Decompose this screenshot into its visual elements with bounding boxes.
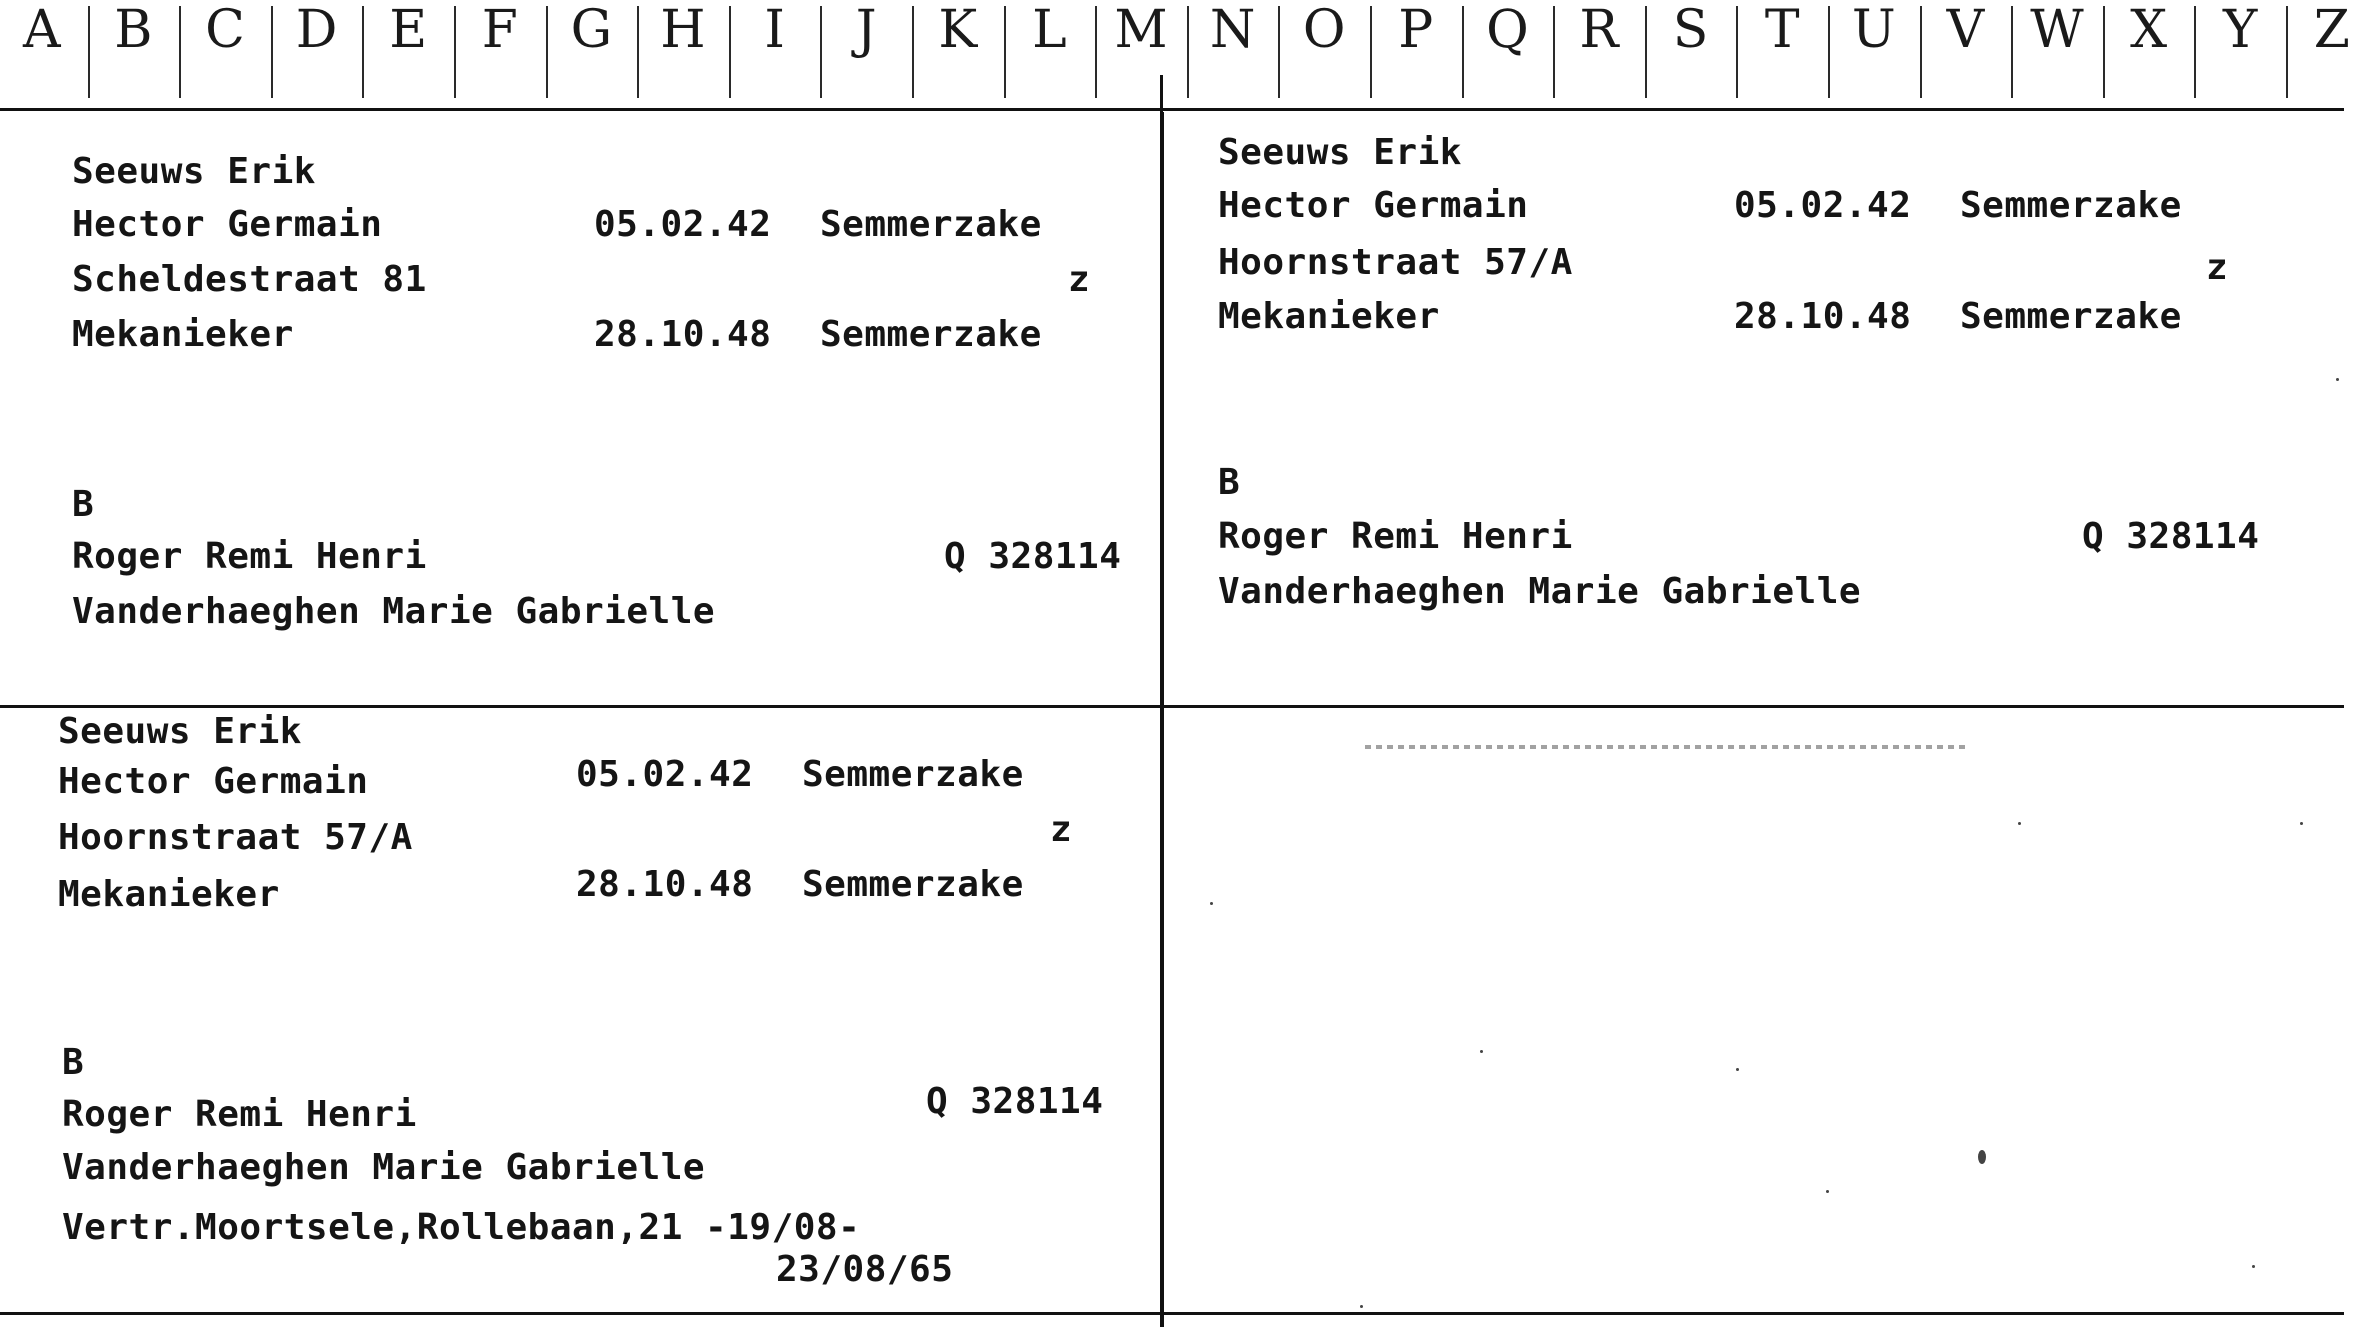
- card-marker: z: [1068, 259, 1091, 300]
- card-marker: z: [2206, 247, 2229, 288]
- index-letter-o: O: [1302, 0, 1346, 60]
- scan-noise-line: [1365, 745, 1965, 749]
- card-marker: z: [1050, 809, 1073, 850]
- card-registered-date: 28.10.48: [576, 864, 754, 905]
- scan-speck: [2336, 378, 2339, 381]
- index-letter-d: D: [295, 0, 338, 60]
- card-surname-first: Seeuws Erik: [1218, 132, 1462, 173]
- card-father: Roger Remi Henri: [1218, 516, 1573, 557]
- index-letter-q: Q: [1486, 0, 1529, 60]
- index-letter-h: H: [660, 0, 706, 60]
- index-letter-j: J: [855, 0, 877, 60]
- index-letter-u: U: [1851, 0, 1896, 60]
- card-address: Hoornstraat 57/A: [58, 817, 413, 858]
- alphabet-index-strip: [0, 0, 2350, 111]
- index-letter-divider: [729, 6, 731, 98]
- row-divider: [0, 705, 2344, 708]
- card-registered-place: Semmerzake: [802, 864, 1024, 905]
- card-registered-date: 28.10.48: [1734, 296, 1912, 337]
- index-letter-divider: [1462, 6, 1464, 98]
- card-registered-date: 28.10.48: [594, 314, 772, 355]
- index-letter-divider: [1004, 6, 1006, 98]
- card-status-code: B: [1218, 462, 1241, 503]
- index-letter-divider: [2286, 6, 2288, 98]
- bottom-border: [0, 1312, 2344, 1315]
- scan-speck: [2252, 1265, 2255, 1268]
- index-letter-s: S: [1672, 0, 1709, 60]
- index-letter-divider: [271, 6, 273, 98]
- card-note-line1: Vertr.Moortsele,Rollebaan,21 -19/08-: [62, 1207, 861, 1248]
- index-letter-r: R: [1579, 0, 1619, 60]
- index-letter-b: B: [114, 0, 153, 60]
- index-letter-divider: [1187, 6, 1189, 98]
- scan-speck: [1826, 1190, 1829, 1193]
- card-father: Roger Remi Henri: [72, 536, 427, 577]
- index-letter-divider: [454, 6, 456, 98]
- index-letter-i: I: [764, 0, 785, 60]
- scan-speck: [1360, 1305, 1363, 1308]
- index-letter-a: A: [23, 0, 61, 60]
- index-letter-divider: [1645, 6, 1647, 98]
- index-letter-f: F: [481, 0, 518, 60]
- card-address: Scheldestraat 81: [72, 259, 427, 300]
- card-birth-date: 05.02.42: [594, 204, 772, 245]
- index-letter-divider: [912, 6, 914, 98]
- card-other-names: Hector Germain: [72, 204, 383, 245]
- index-letter-divider: [2194, 6, 2196, 98]
- index-letter-n: N: [1209, 0, 1256, 60]
- card-surname-first: Seeuws Erik: [72, 151, 316, 192]
- card-registered-place: Semmerzake: [1960, 296, 2182, 337]
- index-letter-t: T: [1764, 0, 1800, 60]
- index-letter-divider: [179, 6, 181, 98]
- index-letter-divider: [362, 6, 364, 98]
- scan-speck: [1736, 1068, 1739, 1071]
- scan-speck: [1480, 1050, 1483, 1053]
- card-status-code: B: [72, 484, 95, 525]
- index-letter-divider: [1095, 6, 1097, 98]
- card-note-line2: 23/08/65: [776, 1249, 954, 1290]
- card-file-number: Q 328114: [944, 536, 1122, 577]
- card-file-number: Q 328114: [2082, 516, 2260, 557]
- index-letter-divider: [1828, 6, 1830, 98]
- card-birth-place: Semmerzake: [820, 204, 1042, 245]
- card-mother: Vanderhaeghen Marie Gabrielle: [1218, 571, 1862, 612]
- card-father: Roger Remi Henri: [62, 1094, 417, 1135]
- index-letter-k: K: [938, 0, 978, 60]
- index-letter-p: P: [1398, 0, 1434, 60]
- index-letter-l: L: [1032, 0, 1067, 60]
- index-letter-e: E: [389, 0, 428, 60]
- index-letter-divider: [1553, 6, 1555, 98]
- index-letter-w: W: [2030, 0, 2084, 60]
- index-letter-v: V: [1946, 0, 1985, 60]
- card-occupation: Mekanieker: [1218, 296, 1440, 337]
- card-registered-place: Semmerzake: [820, 314, 1042, 355]
- index-letter-m: M: [1114, 0, 1168, 60]
- scan-speck: [2018, 822, 2021, 825]
- column-divider-top: [1160, 75, 1163, 113]
- card-birth-place: Semmerzake: [1960, 185, 2182, 226]
- index-letter-x: X: [2130, 0, 2168, 60]
- index-letter-g: G: [570, 0, 613, 60]
- card-address: Hoornstraat 57/A: [1218, 242, 1573, 283]
- card-occupation: Mekanieker: [58, 874, 280, 915]
- index-letter-divider: [1370, 6, 1372, 98]
- index-letter-y: Y: [2223, 0, 2258, 60]
- card-birth-place: Semmerzake: [802, 754, 1024, 795]
- index-letter-c: C: [205, 0, 245, 60]
- index-letter-divider: [1920, 6, 1922, 98]
- index-letter-z: Z: [2313, 0, 2350, 60]
- card-mother: Vanderhaeghen Marie Gabrielle: [72, 591, 716, 632]
- scan-speck: [1210, 902, 1213, 905]
- index-letter-divider: [88, 6, 90, 98]
- card-file-number: Q 328114: [926, 1081, 1104, 1122]
- card-birth-date: 05.02.42: [576, 754, 754, 795]
- index-letter-divider: [1736, 6, 1738, 98]
- card-other-names: Hector Germain: [58, 761, 369, 802]
- index-letter-divider: [2011, 6, 2013, 98]
- column-divider: [1160, 112, 1164, 1327]
- index-letter-divider: [1278, 6, 1280, 98]
- card-birth-date: 05.02.42: [1734, 185, 1912, 226]
- card-surname-first: Seeuws Erik: [58, 711, 302, 752]
- index-letter-divider: [546, 6, 548, 98]
- scan-speck: [1978, 1150, 1986, 1164]
- card-other-names: Hector Germain: [1218, 185, 1529, 226]
- index-letter-divider: [820, 6, 822, 98]
- card-occupation: Mekanieker: [72, 314, 294, 355]
- scan-speck: [2300, 822, 2303, 825]
- card-mother: Vanderhaeghen Marie Gabrielle: [62, 1147, 706, 1188]
- index-letter-divider: [2103, 6, 2105, 98]
- card-status-code: B: [62, 1042, 85, 1083]
- index-letter-divider: [637, 6, 639, 98]
